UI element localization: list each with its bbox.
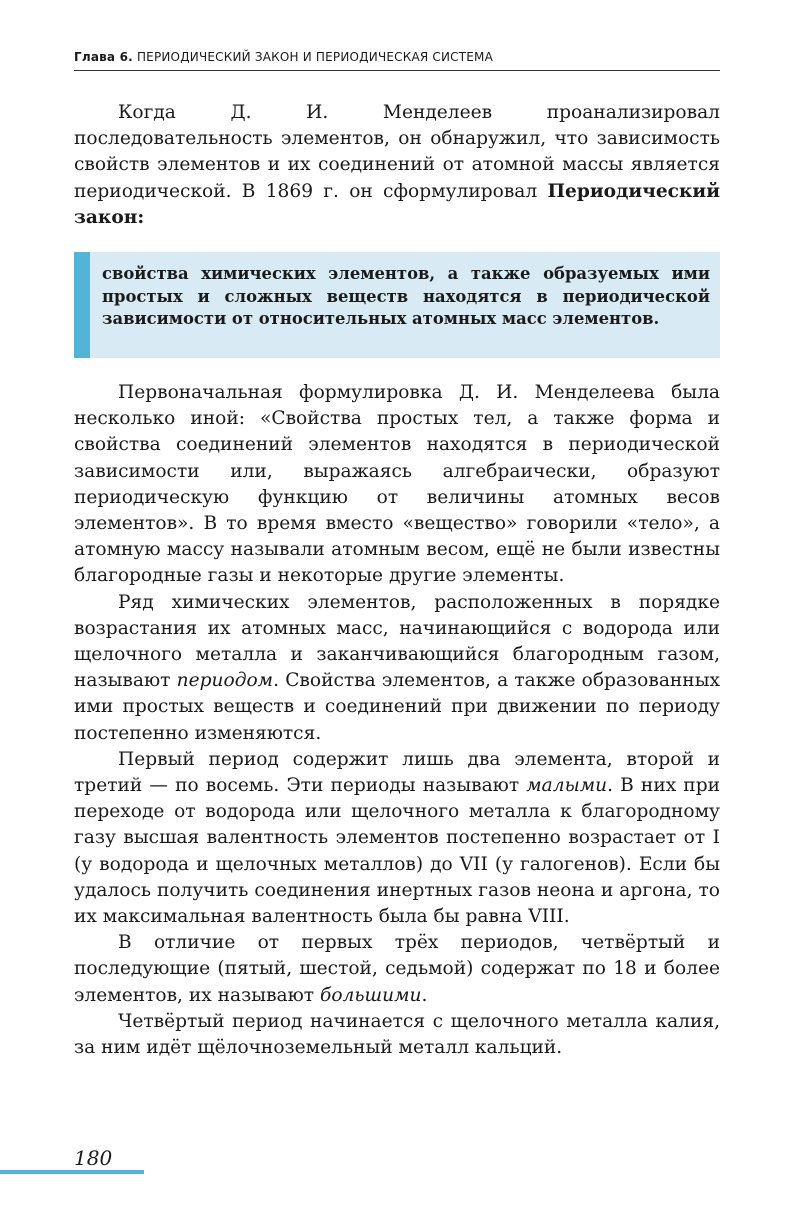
intro-text: Когда Д. И. Менделеев проанализировал последовательность элементов, он обнаружил, что зависимость свойств элементов и их соединений от атомной массы является периодической. В 1869 г. он сформулировал — [74, 102, 720, 202]
law-text: свойства химических элементов, а также образуемых ими простых и сложных веществ находятся в периодической зависимости от относительных атомных масс элементов. — [102, 264, 710, 329]
intro-paragraph — [74, 100, 720, 231]
chapter-label: Глава 6. — [74, 50, 133, 64]
paragraph-4-text: В отличие от первых трёх периодов, четвёртый и последующие (пятый, шестой, седьмой) содержат по 18 и более элементов, их называют — [74, 932, 720, 1006]
footer-accent-bar — [0, 1170, 144, 1174]
paragraph-4-text-end: . — [421, 984, 428, 1006]
paragraph-2-text: Ряд химических элементов, расположенных в порядке возрастания их атомных масс, начинающийся с водорода или щелочного металла и заканчивающийся благородным газом, называют — [74, 591, 720, 692]
paragraph-4 — [74, 930, 720, 1009]
paragraph-1: Первоначальная формулировка Д. И. Менделеева была несколько иной: «Свойства простых тел, а также форма и свойства соединений элементов находятся в периодической зависимости или, выражаясь алгебраически, образуют периодическую функцию от величины атомных весов элементов». В то время вместо «вещество» говорили «тело», а атомную массу называли атомным весом, ещё не были известны благородные газы и некоторые другие элементы. — [74, 382, 720, 587]
paragraph-3-text-end: . В них при переходе от водорода или щелочного металла к благородному газу высшая валентность элементов постепенно возрастает от I (у водорода и щелочных металлов) до VII (у галогенов). Если бы удалось получить соединения инертных газов неона и аргона, то их максимальная валентность была бы равна VIII. — [74, 775, 720, 928]
paragraph-5: Четвёртый период начинается с щелочного металла калия, за ним идёт щёлочноземельный металл кальций. — [74, 1010, 720, 1059]
main-text — [74, 380, 720, 1061]
term-period: периодом — [176, 670, 274, 692]
intro-block — [74, 100, 720, 231]
term-large: большими — [320, 984, 422, 1006]
paragraph-2 — [74, 590, 720, 747]
law-accent-bar — [74, 252, 90, 358]
page-number: 180 — [74, 1146, 113, 1170]
term-small: малыми — [526, 775, 608, 797]
intro-bold-term: Периодический закон: — [74, 180, 720, 228]
paragraph-3 — [74, 747, 720, 930]
paragraph-3-text: Первый период содержит лишь два элемента, второй и третий — по восемь. Эти периоды называют — [74, 748, 720, 797]
law-highlight-box — [74, 252, 720, 358]
paragraph-2-text-end: . Свойства элементов, а также образованных ими простых веществ и соединений при движении по периоду постепенно изменяются. — [74, 670, 720, 744]
running-header — [74, 50, 720, 71]
chapter-title: ПЕРИОДИЧЕСКИЙ ЗАКОН И ПЕРИОДИЧЕСКАЯ СИСТЕМА — [136, 50, 494, 64]
